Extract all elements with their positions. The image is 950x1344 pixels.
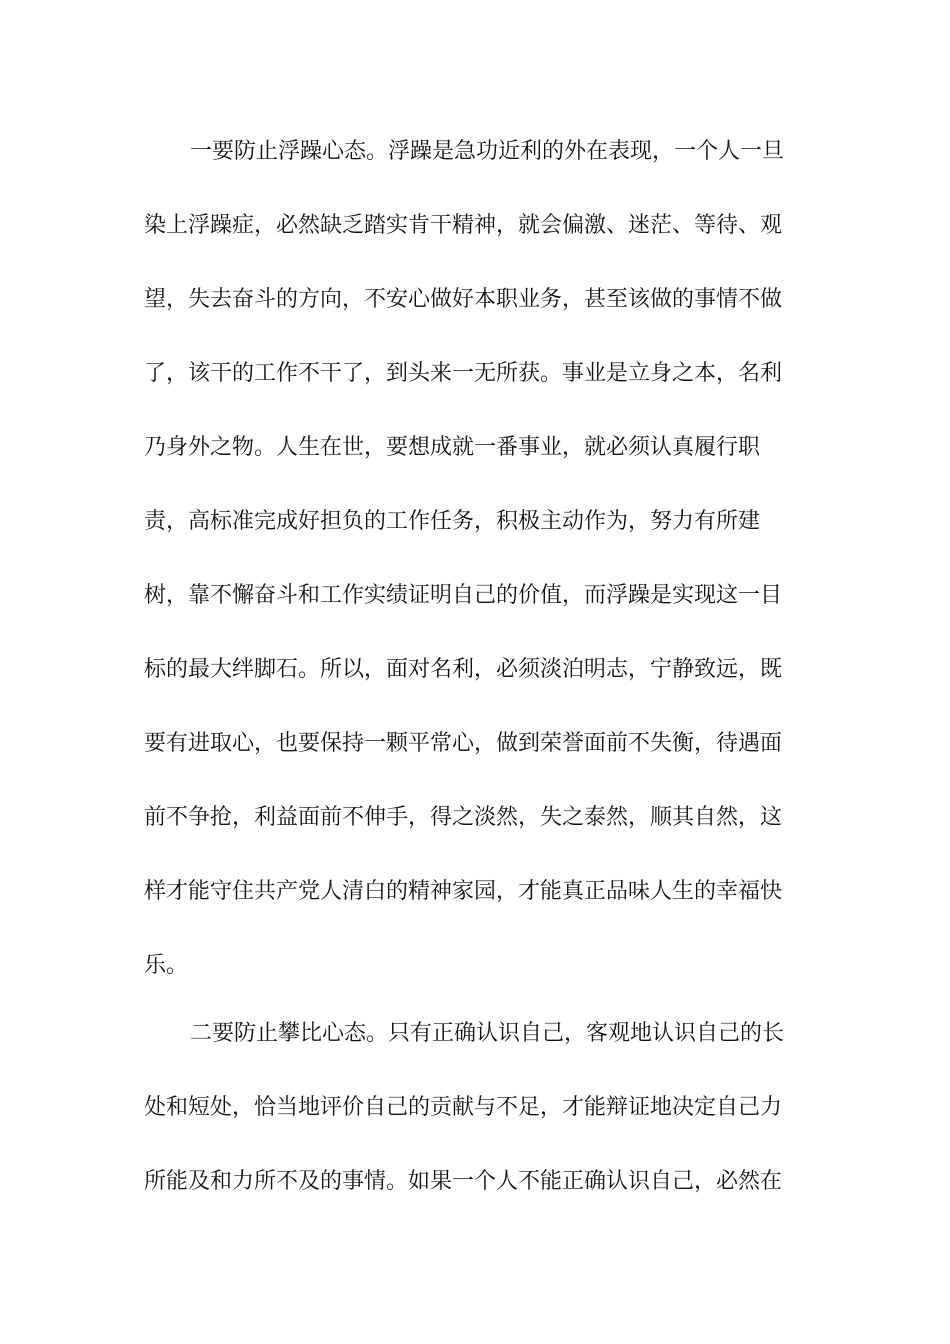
- paragraph-1-line-6: 责，高标准完成好担负的工作任务，积极主动作为，努力有所建: [144, 509, 761, 534]
- paragraph-1-line-9: 要有进取心，也要保持一颗平常心，做到荣誉面前不失衡，待遇面: [144, 731, 783, 756]
- paragraph-2-line-2: 处和短处，恰当地评价自己的贡献与不足，才能辩证地决定自己力: [144, 1095, 783, 1120]
- paragraph-1-line-4: 了，该干的工作不干了，到头来一无所获。事业是立身之本，名利: [144, 361, 783, 386]
- paragraph-1-line-11: 样才能守住共产党人清白的精神家园，才能真正品味人生的幸福快: [144, 879, 783, 904]
- paragraph-1-line-8: 标的最大绊脚石。所以，面对名利，必须淡泊明志，宁静致远，既: [144, 657, 783, 682]
- paragraph-1-line-1: 一要防止浮躁心态。浮躁是急功近利的外在表现，一个人一旦: [190, 139, 785, 164]
- paragraph-1-line-5: 乃身外之物。人生在世，要想成就一番事业，就必须认真履行职: [144, 435, 761, 460]
- paragraph-1-line-7: 树，靠不懈奋斗和工作实绩证明自己的价值，而浮躁是实现这一目: [144, 583, 783, 608]
- paragraph-1-line-3: 望，失去奋斗的方向，不安心做好本职业务，甚至该做的事情不做: [144, 287, 783, 312]
- paragraph-2-line-1: 二要防止攀比心态。只有正确认识自己，客观地认识自己的长: [190, 1021, 785, 1046]
- paragraph-2-line-3: 所能及和力所不及的事情。如果一个人不能正确认识自己，必然在: [144, 1169, 783, 1194]
- paragraph-1-line-10: 前不争抢，利益面前不伸手，得之淡然，失之泰然，顺其自然，这: [144, 805, 783, 830]
- paragraph-1-line-2: 染上浮躁症，必然缺乏踏实肯干精神，就会偏激、迷茫、等待、观: [144, 213, 783, 238]
- paragraph-1-line-12: 乐。: [144, 953, 189, 978]
